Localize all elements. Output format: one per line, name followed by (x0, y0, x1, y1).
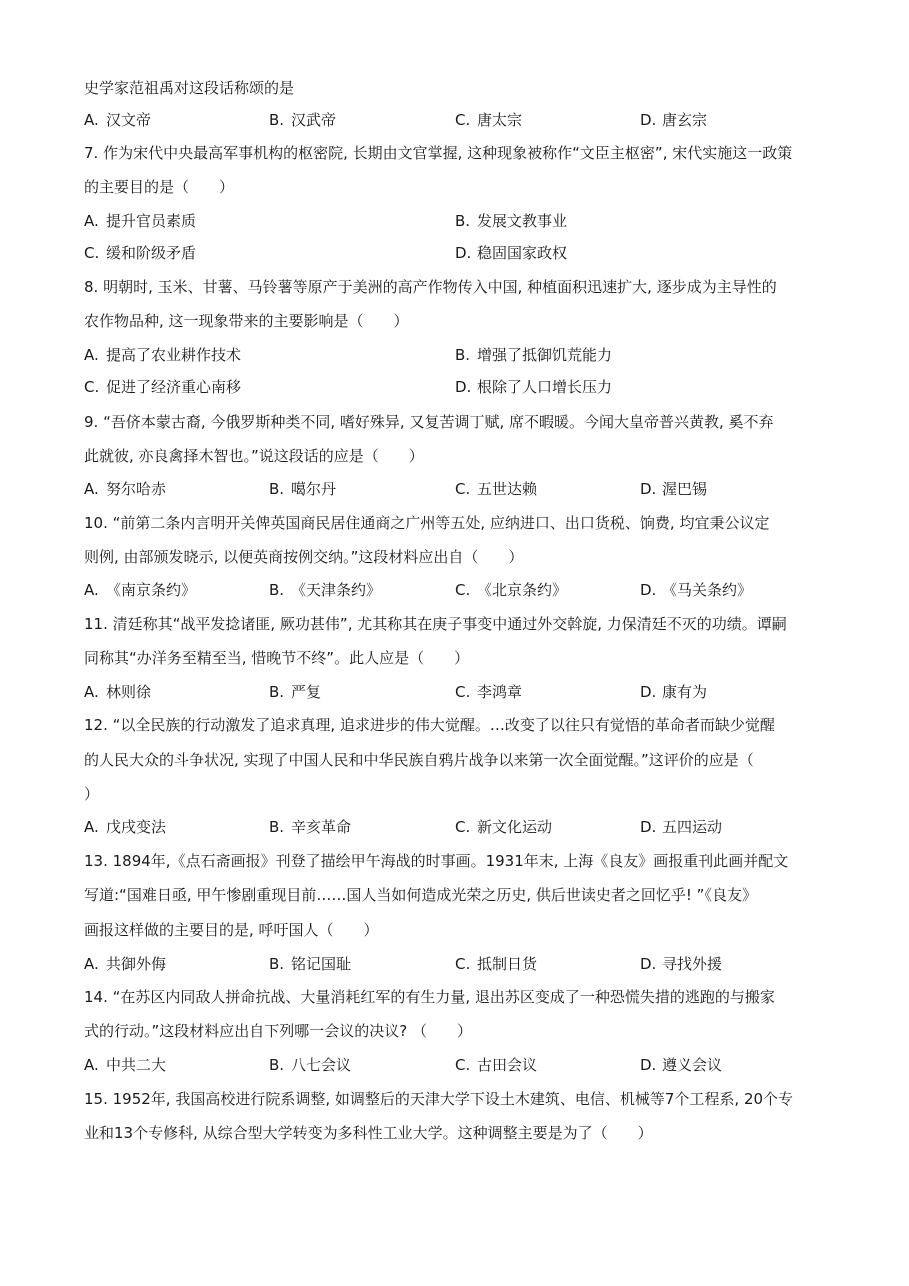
q11-option-d[interactable]: D. 康有为 (640, 683, 708, 701)
q13-option-b[interactable]: B. 铭记国耻 (269, 955, 352, 973)
q8-option-b[interactable]: B. 增强了抵御饥荒能力 (455, 346, 613, 364)
q7-options-row-2 (84, 243, 824, 265)
q7-option-a[interactable]: A. 提升官员素质 (84, 212, 197, 230)
q13-stem-line-1: 13. 1894年,《点石斋画报》刊登了描绘甲午海战的时事画。1931年末, 上海《良友》画报重刊此画并配文 (84, 852, 789, 870)
q13-options (84, 954, 824, 976)
q8-options-row-2 (84, 377, 824, 399)
q14-option-c[interactable]: C. 古田会议 (455, 1056, 538, 1074)
q10-option-c[interactable]: C. 《北京条约》 (455, 581, 568, 599)
q7-stem-line-2: 的主要目的是（ ） (84, 178, 235, 196)
q6-options (84, 110, 824, 132)
q6-option-d[interactable]: D. 唐玄宗 (640, 111, 708, 129)
q9-stem-line-1: 9. “吾侪本蒙古裔, 今俄罗斯种类不同, 嗜好殊异, 又复苦调丁赋, 席不暇暖。今闻大皇帝普兴黄教, 奚不弃 (84, 413, 774, 431)
q7-option-d[interactable]: D. 稳固国家政权 (455, 244, 568, 262)
q6-stem-tail: 史学家范祖禹对这段话称颂的是 (84, 79, 295, 97)
q10-option-d[interactable]: D. 《马关条约》 (640, 581, 753, 599)
q6-option-a[interactable]: A. 汉文帝 (84, 111, 152, 129)
q8-option-d[interactable]: D. 根除了人口增长压力 (455, 378, 613, 396)
q9-option-b[interactable]: B. 噶尔丹 (269, 480, 337, 498)
q13-stem-line-2: 写道:“国难日亟, 甲午惨剧重现目前……国人当如何造成光荣之历史, 供后世读史者之回忆乎! ”《良友》 (84, 886, 757, 904)
q14-stem-line-2: 式的行动。”这段材料应出自下列哪一会议的决议? （ ） (84, 1022, 473, 1040)
q13-stem-line-3: 画报这样做的主要目的是, 呼吁国人（ ） (84, 921, 379, 939)
q9-options (84, 479, 824, 501)
q10-option-b[interactable]: B. 《天津条约》 (269, 581, 382, 599)
q12-option-d[interactable]: D. 五四运动 (640, 818, 723, 836)
q8-stem-line-2: 农作物品种, 这一现象带来的主要影响是（ ） (84, 312, 409, 330)
q14-options (84, 1055, 824, 1077)
q6-option-c[interactable]: C. 唐太宗 (455, 111, 523, 129)
q11-stem-line-2: 同称其“办洋务至精至当, 惜晚节不终”。此人应是（ ） (84, 649, 470, 667)
q15-stem-line-2: 业和13个专修科, 从综合型大学转变为多科性工业大学。这种调整主要是为了（ ） (84, 1124, 653, 1142)
q9-stem-line-2: 此就彼, 亦良禽择木智也。”说这段话的应是（ ） (84, 447, 424, 465)
q14-option-b[interactable]: B. 八七会议 (269, 1056, 352, 1074)
q10-option-a[interactable]: A. 《南京条约》 (84, 581, 197, 599)
q8-stem-line-1: 8. 明朝时, 玉米、甘薯、马铃薯等原产于美洲的高产作物传入中国, 种植面积迅速扩大, 逐步成为主导性的 (84, 278, 777, 296)
q12-option-b[interactable]: B. 辛亥革命 (269, 818, 352, 836)
q7-options-row-1 (84, 211, 824, 233)
q8-option-a[interactable]: A. 提高了农业耕作技术 (84, 346, 242, 364)
q12-options (84, 817, 824, 839)
q12-option-a[interactable]: A. 戊戌变法 (84, 818, 167, 836)
q9-option-a[interactable]: A. 努尔哈赤 (84, 480, 167, 498)
q12-stem-line-3: ） (84, 785, 100, 803)
q13-option-d[interactable]: D. 寻找外援 (640, 955, 723, 973)
q9-option-d[interactable]: D. 渥巴锡 (640, 480, 708, 498)
q10-stem-line-2: 则例, 由部颁发晓示, 以便英商按例交纳。”这段材料应出自（ ） (84, 548, 524, 566)
q11-option-a[interactable]: A. 林则徐 (84, 683, 152, 701)
q15-stem-line-1: 15. 1952年, 我国高校进行院系调整, 如调整后的天津大学下设土木建筑、电信、机械等7个工程系, 20个专 (84, 1090, 794, 1108)
q11-option-c[interactable]: C. 李鸿章 (455, 683, 523, 701)
q12-stem-line-1: 12. “以全民族的行动激发了追求真理, 追求进步的伟大觉醒。…改变了以往只有觉悟的革命者而缺少觉醒 (84, 716, 775, 734)
q14-option-d[interactable]: D. 遵义会议 (640, 1056, 723, 1074)
q9-option-c[interactable]: C. 五世达赖 (455, 480, 538, 498)
q6-option-b[interactable]: B. 汉武帝 (269, 111, 337, 129)
q11-option-b[interactable]: B. 严复 (269, 683, 322, 701)
q12-option-c[interactable]: C. 新文化运动 (455, 818, 553, 836)
q7-stem-line-1: 7. 作为宋代中央最高军事机构的枢密院, 长期由文官掌握, 这种现象被称作“文臣主枢密”, 宋代实施这一政策 (84, 144, 793, 162)
q11-stem-line-1: 11. 清廷称其“战平发捻诸匪, 厥功甚伟”, 尤其称其在庚子事变中通过外交斡旋, 力保清廷不灭的功绩。谭嗣 (84, 615, 787, 633)
q8-option-c[interactable]: C. 促进了经济重心南移 (84, 378, 242, 396)
q14-stem-line-1: 14. “在苏区内同敌人拼命抗战、大量消耗红军的有生力量, 退出苏区变成了一种恐慌失措的逃跑的与搬家 (84, 988, 775, 1006)
q13-option-c[interactable]: C. 抵制日货 (455, 955, 538, 973)
q10-options (84, 580, 824, 602)
q14-option-a[interactable]: A. 中共二大 (84, 1056, 167, 1074)
q11-options (84, 682, 824, 704)
q7-option-b[interactable]: B. 发展文教事业 (455, 212, 568, 230)
q13-option-a[interactable]: A. 共御外侮 (84, 955, 167, 973)
q12-stem-line-2: 的人民大众的斗争状况, 实现了中国人民和中华民族自鸦片战争以来第一次全面觉醒。”这评价的应是（ (84, 751, 754, 769)
q8-options-row-1 (84, 345, 824, 367)
q10-stem-line-1: 10. “前第二条内言明开关俾英国商民居住通商之广州等五处, 应纳进口、出口货税、饷费, 均宜秉公议定 (84, 514, 770, 532)
q7-option-c[interactable]: C. 缓和阶级矛盾 (84, 244, 197, 262)
